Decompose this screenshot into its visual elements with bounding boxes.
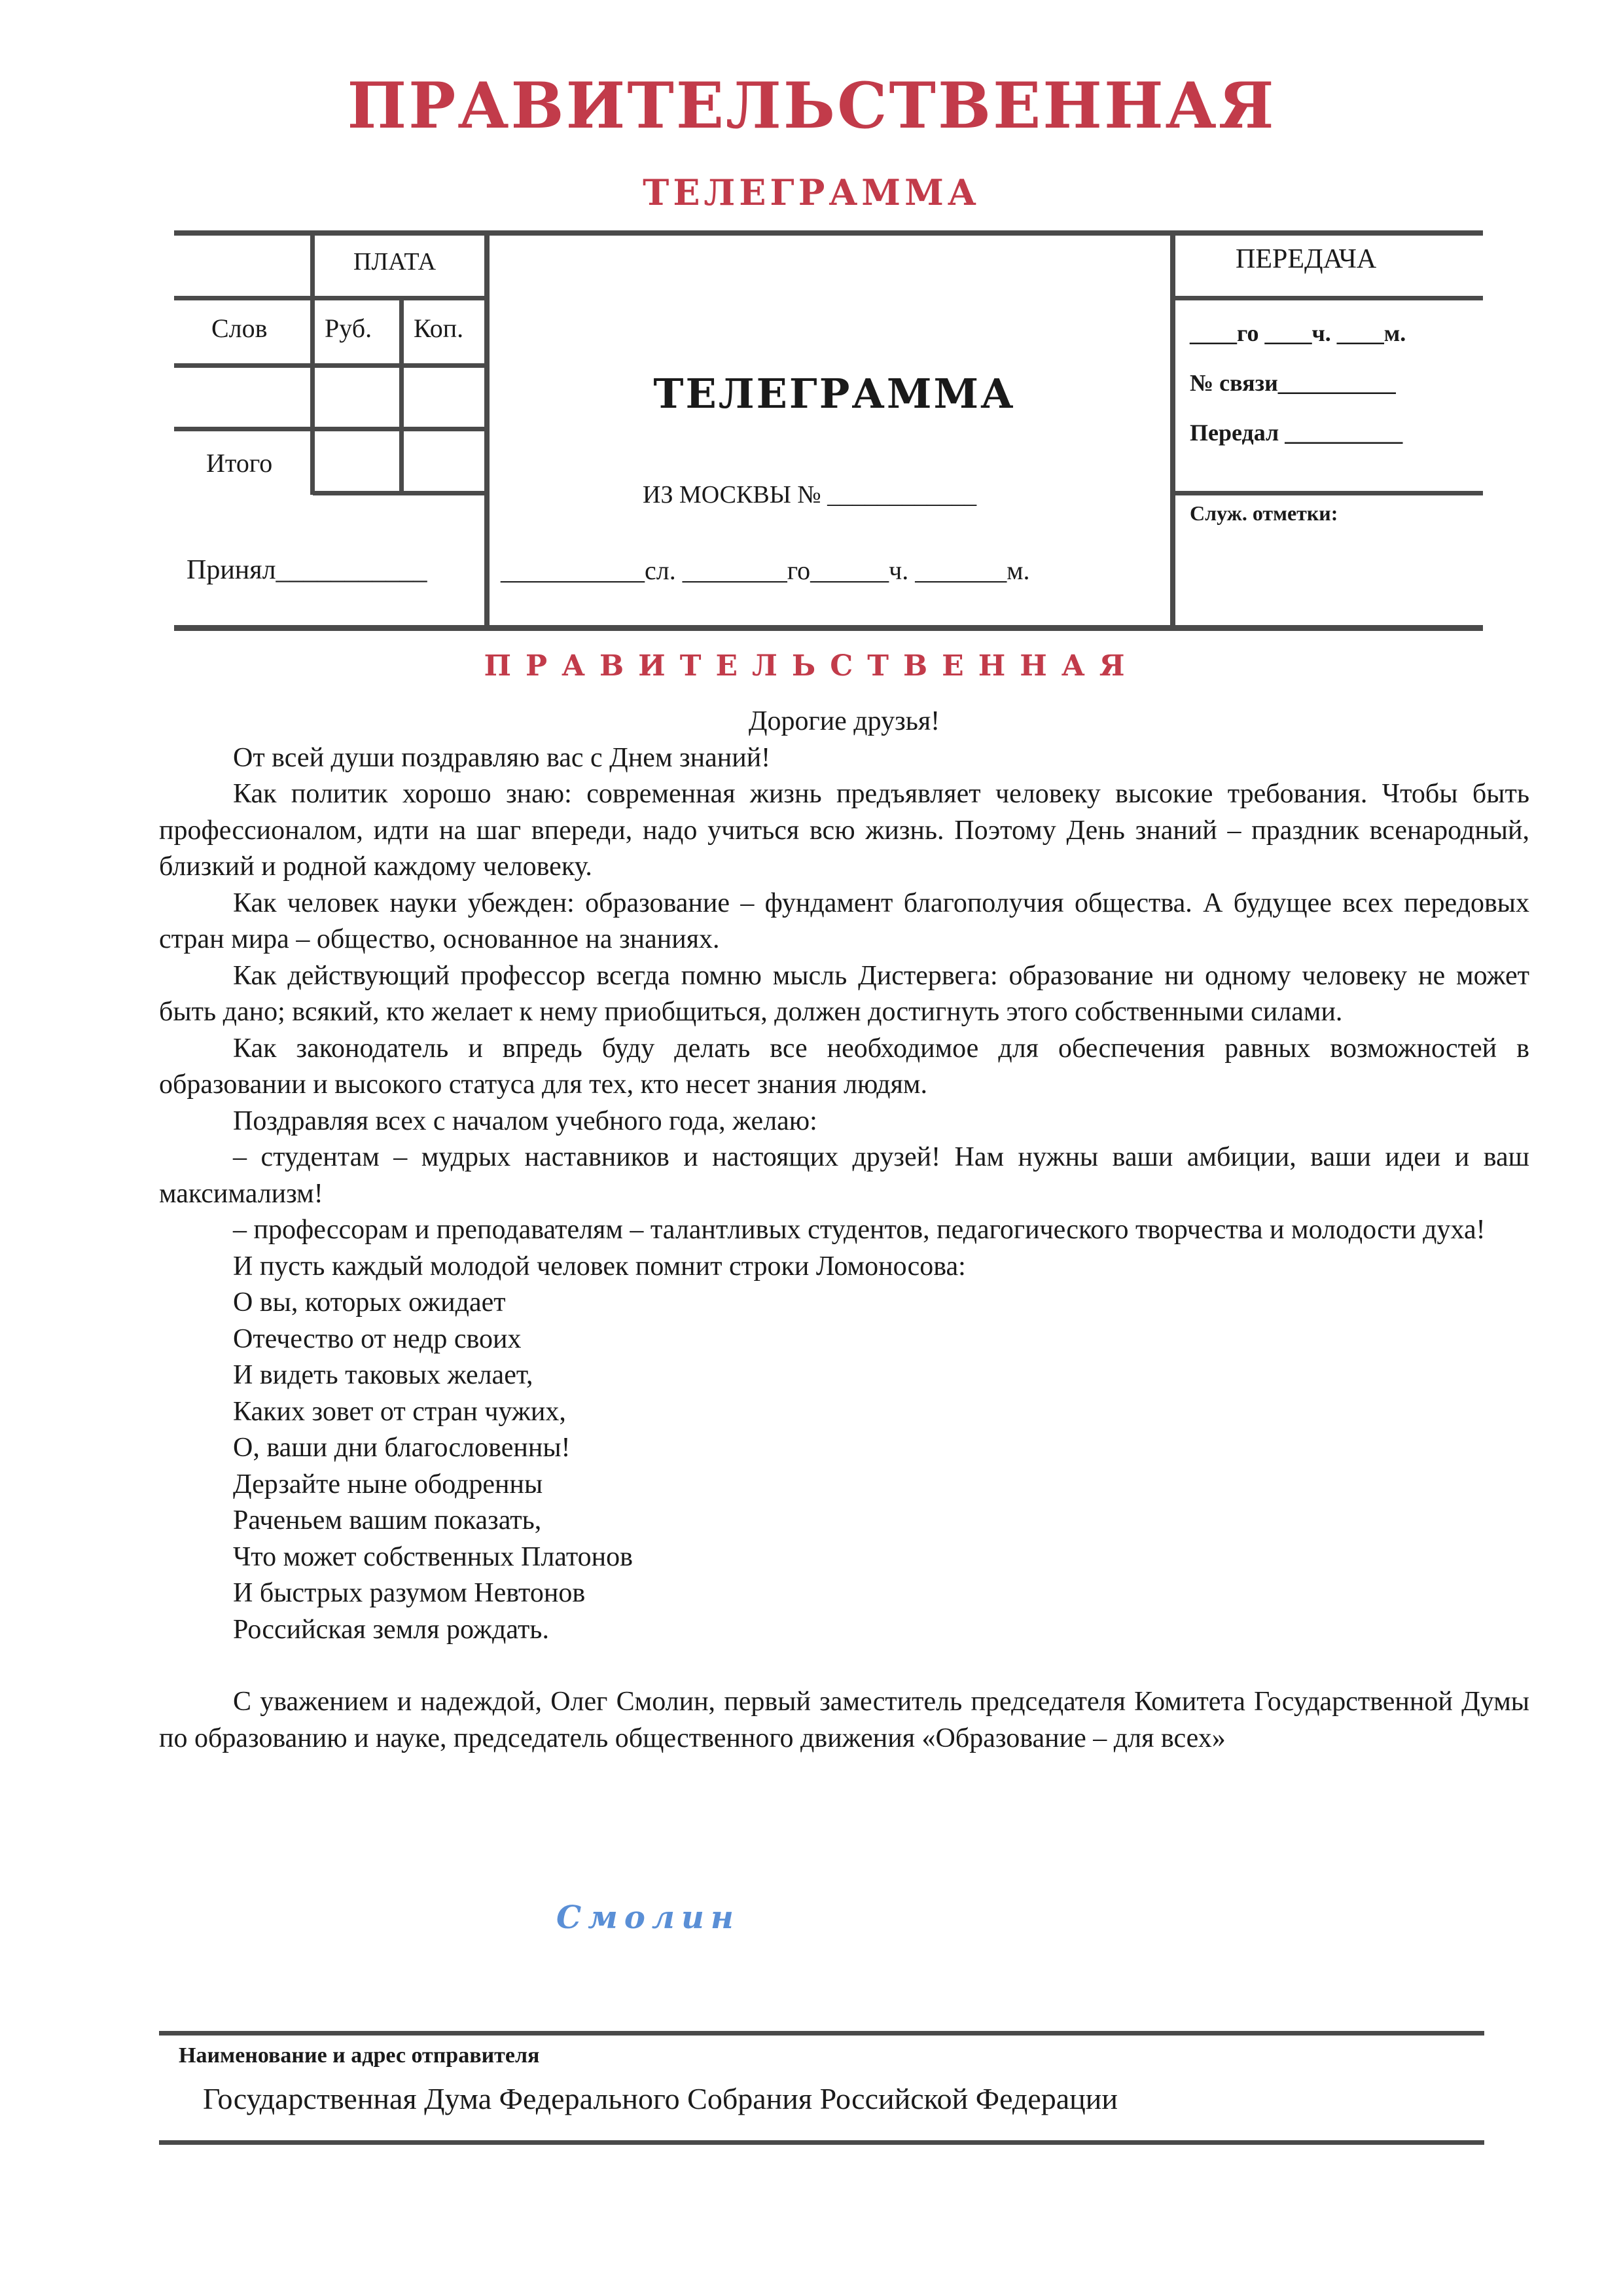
- verse-line: Раченьем вашим показать,: [233, 1505, 542, 1535]
- verse-line: О вы, которых ожидает: [233, 1287, 506, 1318]
- government-stamp-label: ПРАВИТЕЛЬСТВЕННАЯ: [484, 649, 1139, 683]
- form-bottom-rule: [174, 625, 1483, 631]
- form-rule-total: [174, 427, 488, 431]
- letter-paragraph: – профессорам и преподавателям – талантливых студентов, педагогического творчества и молодости духа!: [233, 1215, 1486, 1245]
- verse-line: И видеть таковых желает,: [233, 1360, 533, 1390]
- kop-label: Коп.: [414, 314, 464, 343]
- sender-name: Государственная Дума Федерального Собрания Российской Федерации: [203, 2082, 1118, 2115]
- letter-paragraph: Поздравляя всех с началом учебного года, желаю:: [233, 1105, 817, 1136]
- letter-paragraph: Как политик хорошо знаю: современная жизнь предъявляет человеку высокие требования. Чтобы быть профессионалом, идти на шаг впереди, надо учиться всю жизнь. Поэтому День знаний – праздник всенародный, близкий и родной каждому человеку.: [159, 779, 1529, 882]
- verse-line: Что может собственных Платонов: [233, 1541, 633, 1572]
- rub-label: Руб.: [325, 314, 372, 343]
- form-rule-service: [1173, 491, 1483, 495]
- sender-top-rule: [159, 2031, 1484, 2036]
- signature: Смолин: [556, 1899, 740, 1936]
- form-rule-transfer: [1173, 296, 1483, 300]
- letter-paragraph: От всей души поздравляю вас с Днем знаний!: [233, 742, 771, 773]
- transfer-time-line: ____го ____ч. ____м.: [1190, 320, 1406, 346]
- form-rule-rub: [174, 363, 488, 368]
- paragraph-gap: [159, 1648, 1529, 1684]
- transmitted-field: Передал __________: [1190, 420, 1403, 446]
- sender-label: Наименование и адрес отправителя: [179, 2043, 540, 2068]
- words-time-line: ___________сл. ________го______ч. _______м.: [501, 556, 1030, 585]
- letter-closing: С уважением и надеждой, Олег Смолин, первый заместитель председателя Комитета Государственной Думы по образованию и науке, председатель общественного движения «Образование – для всех»: [159, 1687, 1529, 1753]
- document-title: ПРАВИТЕЛЬСТВЕННАЯ: [347, 69, 1276, 143]
- telegram-center-title: ТЕЛЕГРАММА: [653, 370, 1016, 418]
- sender-bottom-rule: [159, 2140, 1484, 2145]
- received-label: Принял___________: [187, 555, 427, 585]
- transfer-label: ПЕРЕДАЧА: [1236, 244, 1377, 274]
- verse-line: Каких зовет от стран чужих,: [233, 1396, 566, 1427]
- link-number-field: № связи__________: [1190, 370, 1396, 396]
- verse-line: Отечество от недр своих: [233, 1323, 522, 1354]
- form-vrule-center-right: [1170, 230, 1175, 631]
- form-vrule-kop: [399, 296, 404, 495]
- letter-body: [159, 704, 1529, 1757]
- letter-paragraph: Как законодатель и впредь буду делать все необходимое для обеспечения равных возможностей в образовании и высокого статуса для тех, кто несет знания людям.: [159, 1033, 1529, 1100]
- letter-paragraph: И пусть каждый молодой человек помнит строки Ломоносова:: [233, 1251, 966, 1282]
- form-vrule-rub: [310, 230, 315, 495]
- form-vrule-center-left: [484, 230, 490, 631]
- total-label: Итого: [206, 448, 273, 478]
- form-top-rule: [174, 230, 1483, 236]
- letter-greeting: Дорогие друзья!: [748, 706, 940, 736]
- words-label: Слов: [211, 314, 268, 343]
- verse-line: И быстрых разумом Невтонов: [233, 1578, 586, 1608]
- letter-paragraph: Как человек науки убежден: образование – фундамент благополучия общества. А будущее всех передовых стран мира – общество, основанное на знаниях.: [159, 888, 1529, 954]
- verse-line: Российская земля рождать.: [233, 1614, 549, 1645]
- payment-label: ПЛАТА: [353, 248, 437, 276]
- form-rule-words: [174, 296, 488, 300]
- letter-paragraph: Как действующий профессор всегда помню мысль Дистервега: образование ни одному человеку не может быть дано; всякий, кто желает к нему приобщиться, должен достигнуть этого собственными силами.: [159, 960, 1529, 1027]
- service-marks-label: Служ. отметки:: [1190, 501, 1338, 525]
- verse-line: Дерзайте ныне ободренны: [233, 1469, 543, 1499]
- verse-line: О, ваши дни благословенны!: [233, 1433, 571, 1463]
- letter-paragraph: – студентам – мудрых наставников и настоящих друзей! Нам нужны ваши амбиции, ваши идеи и ваш максимализм!: [159, 1142, 1529, 1209]
- from-moscow-field: ИЗ МОСКВЫ № ____________: [643, 481, 977, 509]
- document-subtitle: ТЕЛЕГРАММА: [643, 171, 980, 213]
